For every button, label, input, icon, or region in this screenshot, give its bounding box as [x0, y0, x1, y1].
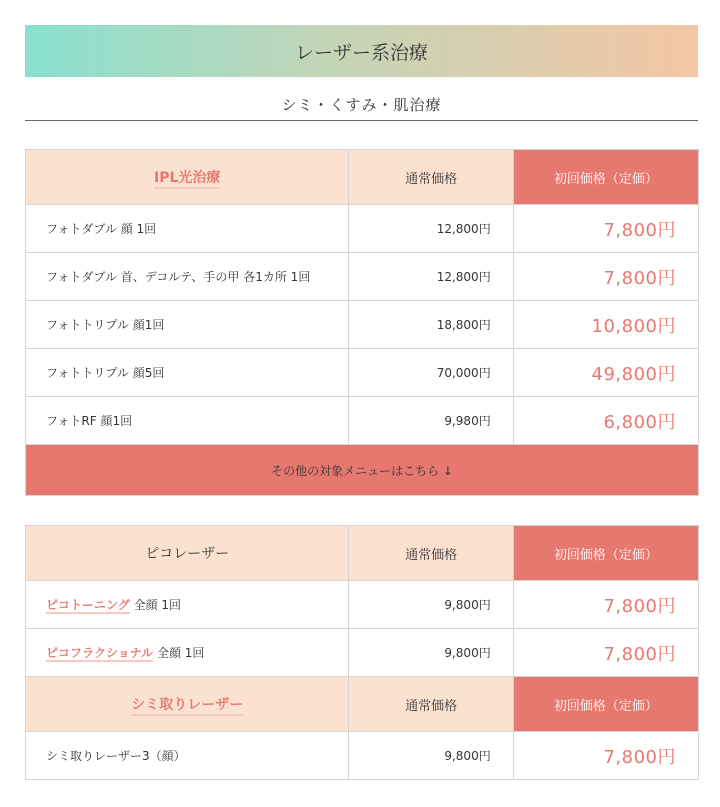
- item-name: フォトRF 顔1回: [26, 397, 349, 445]
- section-banner: [25, 25, 698, 77]
- item-name: フォトトリプル 顔1回: [26, 301, 349, 349]
- item-suffix: 全顔 1回: [129, 598, 182, 612]
- header-regular-price: 通常価格: [349, 150, 513, 205]
- table-row: [26, 732, 699, 780]
- item-name: シミ取りレーザー3（顔）: [26, 732, 349, 780]
- header-first-price: 初回価格（定価）: [513, 150, 698, 205]
- section-subtitle: シミ・くすみ・肌治療: [25, 94, 698, 121]
- item-name: [26, 581, 349, 629]
- table-row: [26, 301, 699, 349]
- table-header: [26, 150, 699, 205]
- ipl-price-table: [25, 149, 699, 496]
- table-row: [26, 397, 699, 445]
- pico-toning-link[interactable]: ピコトーニング: [46, 598, 130, 612]
- first-price: 7,800円: [513, 732, 698, 780]
- item-name: フォトダブル 首、デコルテ、手の甲 各1カ所 1回: [26, 253, 349, 301]
- header-regular-price: 通常価格: [349, 677, 513, 732]
- first-price: 7,800円: [513, 205, 698, 253]
- first-price: 10,800円: [513, 301, 698, 349]
- regular-price: 12,800円: [349, 253, 513, 301]
- other-menu-button[interactable]: その他の対象メニューはこちら ↓: [26, 445, 699, 496]
- header-first-price: 初回価格（定価）: [513, 677, 698, 732]
- table-header: [26, 677, 699, 732]
- table-row: [26, 581, 699, 629]
- item-name: [26, 629, 349, 677]
- regular-price: 9,800円: [349, 629, 513, 677]
- item-suffix: 全顔 1回: [153, 646, 205, 660]
- regular-price: 9,800円: [349, 732, 513, 780]
- first-price: 6,800円: [513, 397, 698, 445]
- regular-price: 70,000円: [349, 349, 513, 397]
- first-price: 7,800円: [513, 253, 698, 301]
- pico-fractional-link[interactable]: ピコフラクショナル: [46, 646, 154, 660]
- first-price: 49,800円: [513, 349, 698, 397]
- table-row: [26, 205, 699, 253]
- table-row: [26, 253, 699, 301]
- regular-price: 18,800円: [349, 301, 513, 349]
- header-spot-laser-link[interactable]: シミ取りレーザー: [26, 677, 349, 732]
- item-name: フォトダブル 顔 1回: [26, 205, 349, 253]
- header-regular-price: 通常価格: [349, 526, 513, 581]
- regular-price: 9,800円: [349, 581, 513, 629]
- header-ipl-link[interactable]: IPL光治療: [26, 150, 349, 205]
- regular-price: 12,800円: [349, 205, 513, 253]
- table-row: [26, 629, 699, 677]
- first-price: 7,800円: [513, 629, 698, 677]
- header-pico: ピコレーザー: [26, 526, 349, 581]
- first-price: 7,800円: [513, 581, 698, 629]
- header-first-price: 初回価格（定価）: [513, 526, 698, 581]
- item-name: フォトトリプル 顔5回: [26, 349, 349, 397]
- table-header: [26, 526, 699, 581]
- pico-price-table: [25, 525, 699, 780]
- table-row: [26, 349, 699, 397]
- regular-price: 9,980円: [349, 397, 513, 445]
- banner-title: レーザー系治療: [294, 41, 428, 64]
